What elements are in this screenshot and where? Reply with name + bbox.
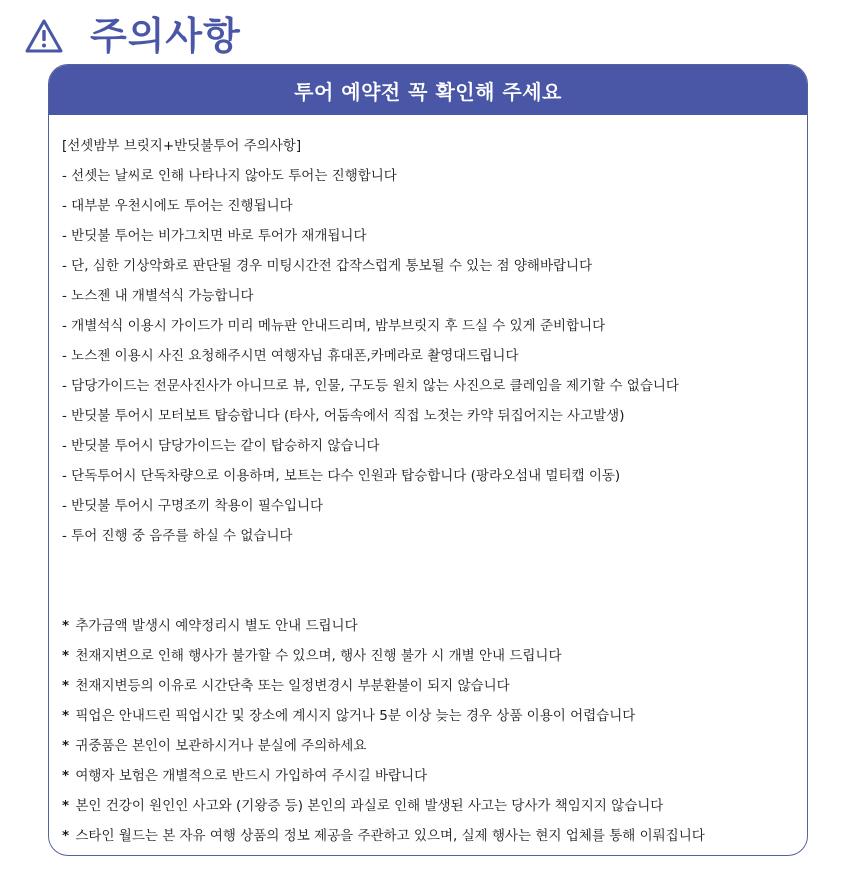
asterisk-marker: * — [62, 708, 70, 724]
general-note-text: 픽업은 안내드린 픽업시간 및 장소에 계시지 않거나 5분 이상 늦는 경우 상품 이용이 어렵습니다 — [75, 708, 636, 724]
tour-note-item: - 투어 진행 중 음주를 하실 수 없습니다 — [62, 528, 293, 544]
general-note-item — [62, 731, 797, 761]
notice-banner: 투어 예약전 꼭 확인해 주세요 — [49, 65, 807, 115]
general-note-item — [62, 641, 797, 671]
general-note-item — [62, 791, 797, 821]
general-note-item — [62, 701, 797, 731]
general-note-text: 귀중품은 본인이 보관하시거나 분실에 주의하세요 — [75, 738, 367, 754]
tour-note-item: - 노스젠 이용시 사진 요청해주시면 여행자님 휴대폰,카메라로 촬영대드립니다 — [62, 348, 519, 364]
asterisk-marker: * — [62, 768, 70, 784]
asterisk-marker: * — [62, 738, 70, 754]
general-note-item — [62, 761, 797, 791]
tour-note-item: - 반딧불 투어시 담당가이드는 같이 탑승하지 않습니다 — [62, 438, 380, 454]
tour-note-item: - 선셋는 날씨로 인해 나타나지 않아도 투어는 진행합니다 — [62, 168, 397, 184]
tour-note-item: - 개별석식 이용시 가이드가 미리 메뉴판 안내드리며, 밤부브릿지 후 드실 수 있게 준비합니다 — [62, 318, 606, 334]
tour-note-item: - 반딧불 투어시 모터보트 탑승합니다 (타사, 어둠속에서 직접 노젓는 카약 뒤집어지는 사고발생) — [62, 408, 625, 424]
general-note-text: 천재지변으로 인해 행사가 불가할 수 있으며, 행사 진행 불가 시 개별 안내 드립니다 — [75, 648, 562, 664]
page-title: 주의사항 — [90, 14, 241, 58]
general-note-text: 여행자 보험은 개별적으로 반드시 가입하여 주시길 바랍니다 — [75, 768, 428, 784]
asterisk-marker: * — [62, 618, 70, 634]
tour-note-item: - 반딧불 투어시 구명조끼 착용이 필수입니다 — [62, 498, 324, 514]
page-header — [24, 10, 241, 62]
asterisk-marker: * — [62, 828, 70, 844]
tour-notes-heading: [선셋밤부 브릿지+반딧불투어 주의사항] — [62, 138, 302, 154]
section-spacer — [62, 551, 797, 611]
tour-note-item: - 노스젠 내 개별석식 가능합니다 — [62, 288, 254, 304]
tour-note-item: - 단독투어시 단독차량으로 이용하며, 보트는 다수 인원과 탑승합니다 (팡라오섬내 멀티캡 이동) — [62, 468, 621, 484]
asterisk-marker: * — [62, 678, 70, 694]
general-note-text: 천재지변등의 이유로 시간단축 또는 일정변경시 부분환불이 되지 않습니다 — [75, 678, 510, 694]
tour-note-item: - 단, 심한 기상악화로 판단될 경우 미팅시간전 갑작스럽게 통보될 수 있는 점 양해바랍니다 — [62, 258, 593, 274]
tour-note-item: - 대부분 우천시에도 투어는 진행됩니다 — [62, 198, 293, 214]
notice-card — [48, 64, 808, 856]
general-note-item — [62, 671, 797, 701]
general-note-text: 추가금액 발생시 예약정리시 별도 안내 드립니다 — [75, 618, 358, 634]
general-note-item — [62, 821, 797, 851]
warning-icon — [24, 18, 64, 54]
asterisk-marker: * — [62, 648, 70, 664]
general-note-text: 스타인 월드는 본 자유 여행 상품의 정보 제공을 주관하고 있으며, 실제 행사는 현지 업체를 통해 이뤄집니다 — [75, 828, 705, 844]
tour-note-item: - 담당가이드는 전문사진사가 아니므로 뷰, 인물, 구도등 원치 않는 사진으로 클레임을 제기할 수 없습니다 — [62, 378, 679, 394]
general-note-text: 본인 건강이 원인인 사고와 (기왕증 등) 본인의 과실로 인해 발생된 사고는 당사가 책임지지 않습니다 — [75, 798, 664, 814]
tour-note-item: - 반딧불 투어는 비가그치면 바로 투어가 재개됩니다 — [62, 228, 367, 244]
general-note-item — [62, 611, 797, 641]
notice-body — [62, 131, 797, 851]
asterisk-marker: * — [62, 798, 70, 814]
